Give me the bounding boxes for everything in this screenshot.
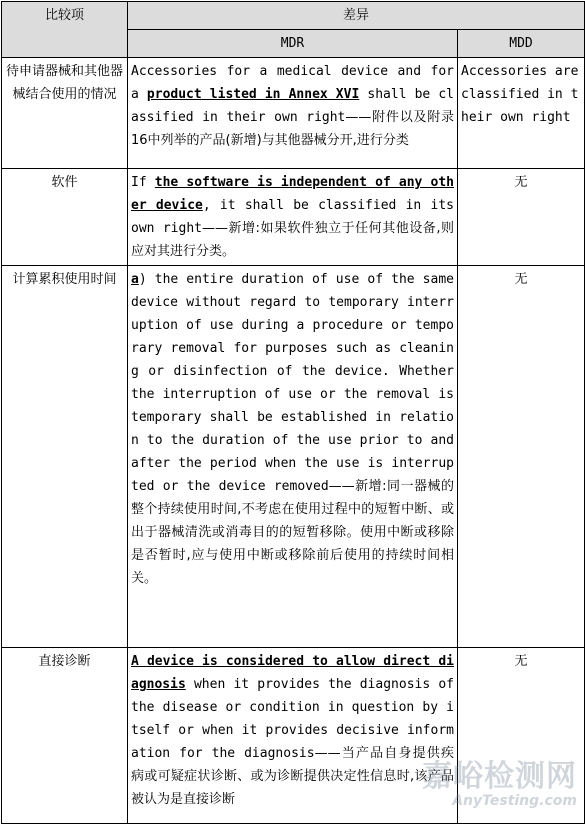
- table-row: [2, 58, 585, 169]
- row-mdd: 无: [458, 266, 585, 648]
- mdr-text: If: [131, 175, 155, 190]
- row-mdr: [128, 169, 458, 266]
- subheader-mdd: MDD: [458, 30, 585, 58]
- header-row: [2, 2, 585, 30]
- table-row: [2, 266, 585, 648]
- watermark-cn: 嘉峪检测网: [422, 759, 577, 794]
- row-mdd: Accessories are classified in their own right: [458, 58, 585, 169]
- mdr-underlined: A device is considered to allow direct diagnosis: [131, 654, 454, 692]
- comparison-table: [1, 1, 585, 824]
- mdr-underlined: product listed in Annex XVI: [146, 87, 360, 102]
- mdr-zh: ——附件以及附录16中列举的产品(新增)与其他器械分开,进行分类: [131, 110, 454, 148]
- table-row: [2, 169, 585, 266]
- watermark-en: AnyTesting.com: [452, 793, 577, 809]
- mdr-text: ) the entire duration of use of the same device without regard to temporary interruption of use during a procedure or temporary removal for purposes such as cleaning or disinfection of the device. Whether the interruption of use or the removal is temporary shall be established in relation to the duration of the use prior to and after the period when the use is interrupted or the device removed: [131, 272, 454, 494]
- row-mdr: [128, 58, 458, 169]
- header-item: 比较项: [2, 2, 128, 58]
- header-diff: 差异: [128, 2, 585, 30]
- row-item: 计算累积使用时间: [2, 266, 128, 648]
- mdr-zh: ——新增:如果软件独立于任何其他设备,则应对其进行分类。: [131, 221, 454, 259]
- subheader-mdr: MDR: [128, 30, 458, 58]
- mdr-text: Accessories for a medical device and for a: [131, 64, 454, 102]
- mdr-text: when it provides the diagnosis of the disease or condition in question by itself or when it provides decisive information for the diagnosis: [131, 677, 454, 761]
- row-mdd: 无: [458, 648, 585, 824]
- row-item: 直接诊断: [2, 648, 128, 824]
- mdr-underlined: the software is independent of any other device: [131, 175, 454, 213]
- row-mdr: [128, 266, 458, 648]
- mdr-underlined: a: [131, 272, 139, 287]
- mdr-text: , it shall be classified in its own right: [131, 198, 454, 236]
- mdr-zh: ——当产品自身提供疾病或可疑症状诊断、或为诊断提供决定性信息时,该产品被认为是直接诊断: [131, 746, 454, 807]
- row-item: 待申请器械和其他器械结合使用的情况: [2, 58, 128, 169]
- mdr-text: shall be classified in their own right: [131, 87, 455, 125]
- mdr-zh: ——新增:同一器械的整个持续使用时间,不考虑在使用过程中的短暂中断、或出于器械清洗或消毒目的的短暂移除。使用中断或移除是否暂时,应与使用中断或移除前后使用的持续时间相关。: [131, 479, 454, 586]
- table-row: [2, 648, 585, 824]
- row-mdr: [128, 648, 458, 824]
- row-item: 软件: [2, 169, 128, 266]
- row-mdd: 无: [458, 169, 585, 266]
